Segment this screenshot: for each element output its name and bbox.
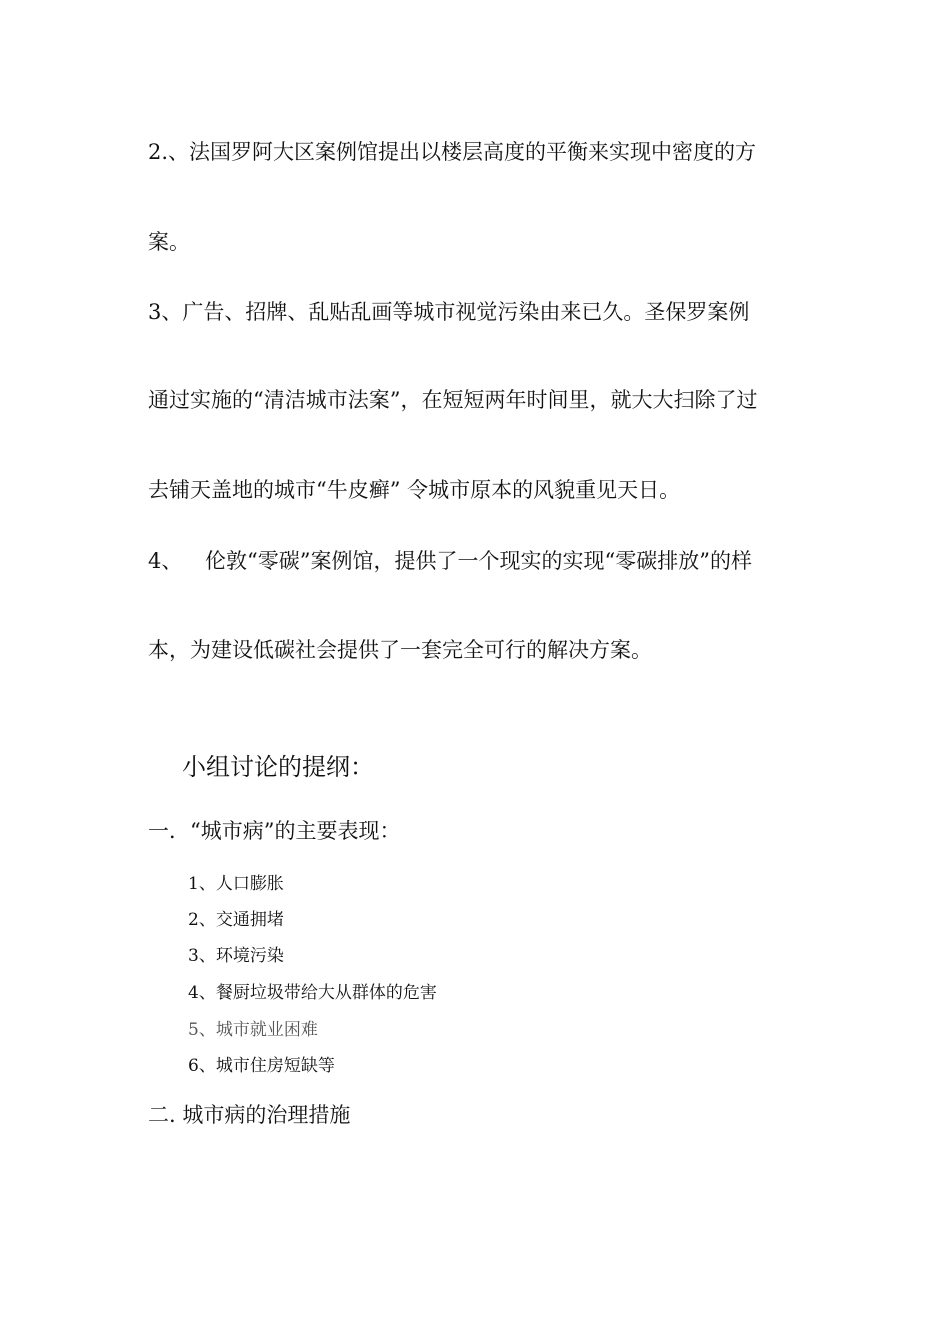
list-item: 1、人口膨胀 [188, 874, 284, 894]
list-item: 2、交通拥堵 [188, 910, 284, 930]
list-item: 3、环境污染 [188, 946, 284, 966]
list-item: 4、餐厨垃圾带给大从群体的危害 [188, 983, 437, 1003]
paragraph-4-line-2: 本，为建设低碳社会提供了一套完全可行的解决方案。 [148, 638, 652, 662]
list-item: 6、城市住房短缺等 [188, 1056, 335, 1076]
paragraph-3-line-3: 去铺天盖地的城市“牛皮癣” 令城市原本的风貌重见天日。 [148, 478, 681, 502]
section-1-title: 一．“城市病”的主要表现： [148, 819, 401, 843]
paragraph-4-line-1: 伦敦“零碳”案例馆，提供了一个现实的实现“零碳排放”的样 [205, 549, 752, 573]
section-2-title: 二. 城市病的治理措施 [148, 1103, 351, 1127]
list-item: 5、城市就业困难 [188, 1020, 318, 1040]
paragraph-2-line-2: 案。 [148, 230, 190, 254]
paragraph-3-line-1: 3、广告、招牌、乱贴乱画等城市视觉污染由来已久。圣保罗案例 [148, 300, 750, 324]
paragraph-4-number: 4、 [148, 549, 183, 573]
outline-title: 小组讨论的提纲： [182, 753, 374, 781]
paragraph-2-line-1: 2.、法国罗阿大区案例馆提出以楼层高度的平衡来实现中密度的方 [148, 140, 757, 164]
paragraph-3-line-2: 通过实施的“清洁城市法案”，在短短两年时间里，就大大扫除了过 [148, 388, 758, 412]
